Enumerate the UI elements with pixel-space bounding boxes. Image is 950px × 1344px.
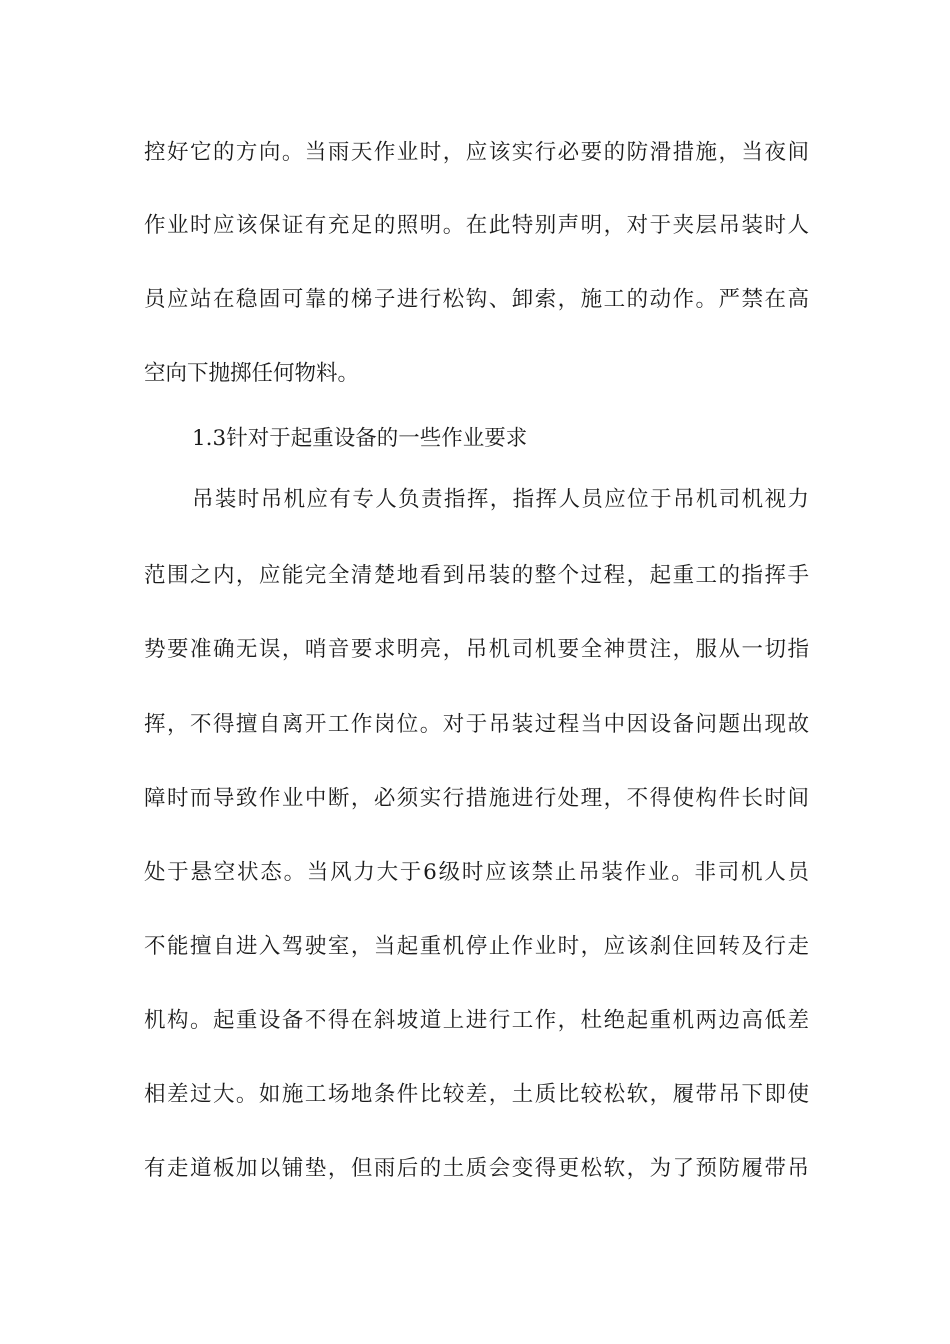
paragraph-2-line-6: 处于悬空状态。当风力大于6级时应该禁止吊装作业。非司机人员 [144, 860, 809, 885]
paragraph-1-line-3: 员应站在稳固可靠的梯子进行松钩、卸索，施工的动作。严禁在高 [144, 287, 809, 312]
paragraph-1-line-4: 空向下抛掷任何物料。 [144, 361, 360, 386]
paragraph-2-line-4: 挥，不得擅自离开工作岗位。对于吊装过程当中因设备问题出现故 [144, 712, 809, 737]
paragraph-2-line-7: 不能擅自进入驾驶室，当起重机停止作业时，应该刹住回转及行走 [144, 934, 809, 959]
paragraph-2-line-2: 范围之内，应能完全清楚地看到吊装的整个过程，起重工的指挥手 [144, 563, 809, 588]
paragraph-2-line-1: 吊装时吊机应有专人负责指挥，指挥人员应位于吊机司机视力 [192, 487, 809, 512]
paragraph-2-line-5: 障时而导致作业中断，必须实行措施进行处理，不得使构件长时间 [144, 786, 809, 811]
paragraph-2-line-9: 相差过大。如施工场地条件比较差，土质比较松软，履带吊下即使 [144, 1082, 809, 1107]
paragraph-1-line-1: 控好它的方向。当雨天作业时，应该实行必要的防滑措施，当夜间 [144, 140, 809, 165]
paragraph-2-line-8: 机构。起重设备不得在斜坡道上进行工作，杜绝起重机两边高低差 [144, 1008, 809, 1033]
paragraph-1-line-2: 作业时应该保证有充足的照明。在此特别声明，对于夹层吊装时人 [144, 213, 809, 238]
paragraph-2-line-10: 有走道板加以铺垫，但雨后的土质会变得更松软，为了预防履带吊 [144, 1156, 809, 1181]
paragraph-2-line-3: 势要准确无误，哨音要求明亮，吊机司机要全神贯注，服从一切指 [144, 637, 809, 662]
section-heading: 1.3针对于起重设备的一些作业要求 [192, 426, 528, 451]
